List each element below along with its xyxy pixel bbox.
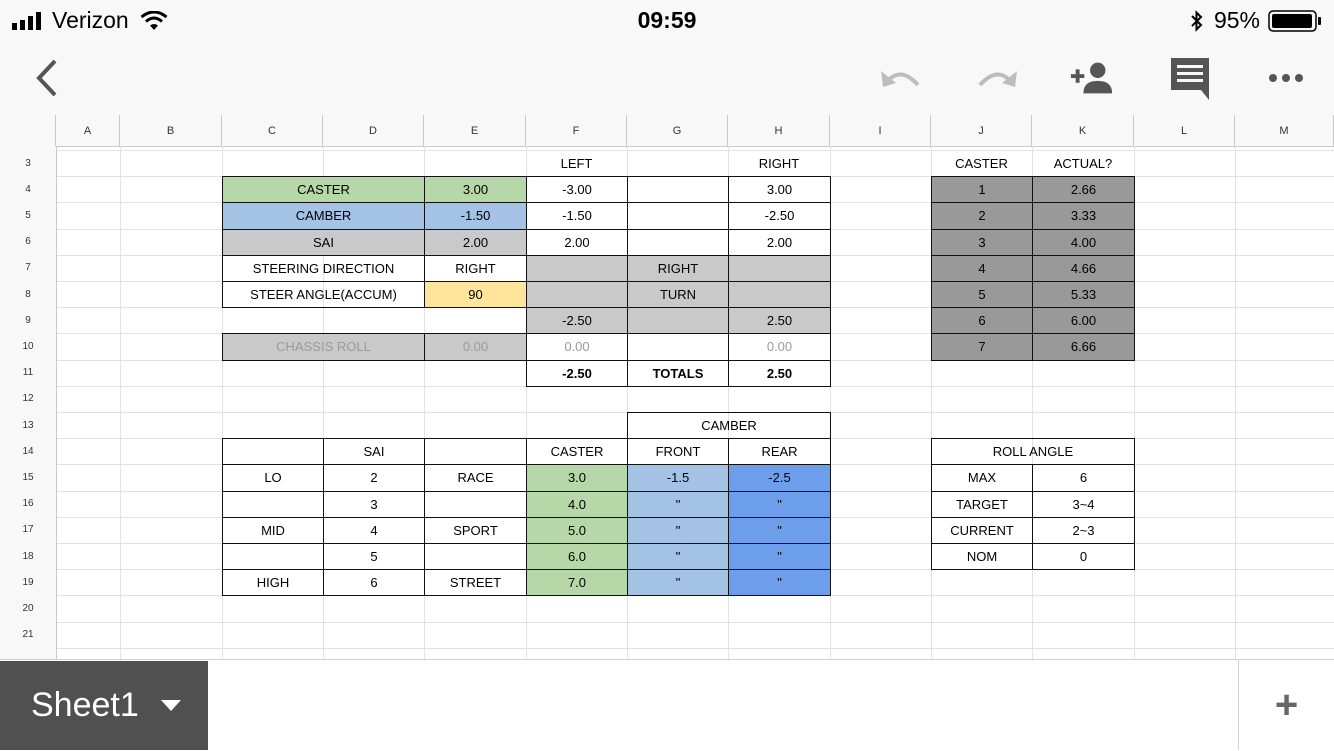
cell-d15[interactable]: 2 — [323, 464, 425, 491]
cell-g9[interactable] — [627, 307, 729, 334]
cell-h9[interactable]: 2.50 — [728, 307, 831, 334]
cell-e16[interactable] — [424, 491, 527, 518]
cell-f3[interactable]: LEFT — [560, 155, 593, 171]
cell-f8[interactable] — [526, 281, 628, 308]
cell-j8[interactable]: 5 — [931, 281, 1033, 308]
cell-h5[interactable]: -2.50 — [728, 202, 831, 229]
row-header-11[interactable]: 11 — [0, 360, 56, 386]
cell-j18[interactable]: NOM — [931, 543, 1033, 570]
status-right — [1190, 7, 1322, 34]
cell-e6[interactable]: 2.00 — [424, 229, 527, 256]
column-header-j[interactable]: J — [931, 115, 1032, 146]
cell-j3[interactable]: CASTER — [955, 155, 1008, 171]
cell-k3[interactable]: ACTUAL? — [1053, 155, 1113, 171]
cell-f9[interactable]: -2.50 — [526, 307, 628, 334]
column-headers — [0, 115, 1334, 147]
column-header-h[interactable]: H — [728, 115, 830, 146]
cell-f19[interactable]: 7.0 — [526, 569, 628, 596]
cell-g16[interactable]: " — [627, 491, 729, 518]
row-header-6[interactable]: 6 — [0, 229, 56, 255]
column-header-d[interactable]: D — [323, 115, 424, 146]
cell-d16[interactable]: 3 — [323, 491, 425, 518]
row-header-12[interactable]: 12 — [0, 386, 56, 412]
cell-c19[interactable]: HIGH — [222, 569, 324, 596]
cell-d18[interactable]: 5 — [323, 543, 425, 570]
cell-k6[interactable]: 4.00 — [1032, 229, 1135, 256]
row-header-3[interactable]: 3 — [0, 150, 56, 176]
select-all-corner[interactable] — [0, 115, 56, 146]
spreadsheet-grid[interactable] — [0, 146, 1334, 659]
cell-k18[interactable]: 0 — [1032, 543, 1135, 570]
row-header-16[interactable]: 16 — [0, 491, 56, 517]
cell-g19[interactable]: " — [627, 569, 729, 596]
bluetooth-icon — [1190, 10, 1204, 32]
cell-e7[interactable]: RIGHT — [424, 255, 527, 282]
cell-c10[interactable]: CHASSIS ROLL — [222, 333, 425, 360]
cell-g13[interactable]: CAMBER — [627, 412, 831, 439]
cell-e17[interactable]: SPORT — [424, 517, 527, 544]
row-header-partial — [0, 648, 56, 659]
cell-e18[interactable] — [424, 543, 527, 570]
cell-h7[interactable] — [728, 255, 831, 282]
cell-c6[interactable]: SAI — [222, 229, 425, 256]
cell-c8[interactable]: STEER ANGLE(ACCUM) — [222, 281, 425, 308]
row-header-14[interactable]: 14 — [0, 438, 56, 464]
cell-j6[interactable]: 3 — [931, 229, 1033, 256]
cell-g5[interactable] — [627, 202, 729, 229]
cell-g18[interactable]: " — [627, 543, 729, 570]
toolbar — [0, 40, 1334, 116]
column-header-m[interactable]: M — [1235, 115, 1334, 146]
cell-g4[interactable] — [627, 176, 729, 203]
cell-j15[interactable]: MAX — [931, 464, 1033, 491]
status-bar — [0, 0, 1334, 40]
back-icon — [33, 58, 63, 98]
column-header-g[interactable]: G — [627, 115, 728, 146]
cell-k10[interactable]: 6.66 — [1032, 333, 1135, 360]
row-header-7[interactable]: 7 — [0, 255, 56, 281]
undo-icon — [878, 63, 924, 93]
cell-d19[interactable]: 6 — [323, 569, 425, 596]
cell-f7[interactable] — [526, 255, 628, 282]
cell-j16[interactable]: TARGET — [931, 491, 1033, 518]
cell-k17[interactable]: 2~3 — [1032, 517, 1135, 544]
cell-e19[interactable]: STREET — [424, 569, 527, 596]
redo-button[interactable] — [974, 55, 1020, 101]
cell-h10[interactable]: 0.00 — [728, 333, 831, 360]
cell-f5[interactable]: -1.50 — [526, 202, 628, 229]
cell-g6[interactable] — [627, 229, 729, 256]
cell-g17[interactable]: " — [627, 517, 729, 544]
cell-f4[interactable]: -3.00 — [526, 176, 628, 203]
cell-e8[interactable]: 90 — [424, 281, 527, 308]
column-header-l[interactable]: L — [1134, 115, 1235, 146]
row-header-17[interactable]: 17 — [0, 517, 56, 543]
cell-g7[interactable]: RIGHT — [627, 255, 729, 282]
row-header-4[interactable]: 4 — [0, 176, 56, 202]
cell-k5[interactable]: 3.33 — [1032, 202, 1135, 229]
add-person-icon — [1069, 60, 1115, 96]
cell-f15[interactable]: 3.0 — [526, 464, 628, 491]
add-sheet-button[interactable] — [1238, 660, 1334, 750]
cell-j14[interactable]: ROLL ANGLE — [931, 438, 1135, 465]
cell-h16[interactable]: " — [728, 491, 831, 518]
cell-c16[interactable] — [222, 491, 324, 518]
cell-c18[interactable] — [222, 543, 324, 570]
back-button[interactable] — [25, 55, 71, 101]
column-header-a[interactable]: A — [56, 115, 120, 146]
cell-g11[interactable]: TOTALS — [627, 360, 729, 387]
row-header-15[interactable]: 15 — [0, 464, 56, 490]
cell-c14[interactable] — [222, 438, 324, 465]
more-icon — [1268, 73, 1304, 83]
cell-c15[interactable]: LO — [222, 464, 324, 491]
cell-h11[interactable]: 2.50 — [728, 360, 831, 387]
cell-j9[interactable]: 6 — [931, 307, 1033, 334]
column-header-b[interactable]: B — [120, 115, 222, 146]
cell-k9[interactable]: 6.00 — [1032, 307, 1135, 334]
cell-j7[interactable]: 4 — [931, 255, 1033, 282]
sheet-bar — [0, 659, 1334, 751]
row-header-20[interactable]: 20 — [0, 595, 56, 621]
column-header-i[interactable]: I — [830, 115, 931, 146]
row-header-5[interactable]: 5 — [0, 202, 56, 228]
cell-h8[interactable] — [728, 281, 831, 308]
cell-e14[interactable] — [424, 438, 527, 465]
cell-g8[interactable]: TURN — [627, 281, 729, 308]
cell-f18[interactable]: 6.0 — [526, 543, 628, 570]
cell-h3[interactable]: RIGHT — [758, 155, 800, 171]
battery-icon — [1268, 9, 1322, 33]
cell-c4[interactable]: CASTER — [222, 176, 425, 203]
more-button[interactable] — [1263, 55, 1309, 101]
cell-k8[interactable]: 5.33 — [1032, 281, 1135, 308]
cell-h6[interactable]: 2.00 — [728, 229, 831, 256]
cell-j10[interactable]: 7 — [931, 333, 1033, 360]
cell-f6[interactable]: 2.00 — [526, 229, 628, 256]
cell-f16[interactable]: 4.0 — [526, 491, 628, 518]
cell-k4[interactable]: 2.66 — [1032, 176, 1135, 203]
cell-j4[interactable]: 1 — [931, 176, 1033, 203]
cell-k16[interactable]: 3~4 — [1032, 491, 1135, 518]
cell-c7[interactable]: STEERING DIRECTION — [222, 255, 425, 282]
comment-icon — [1169, 56, 1211, 100]
cell-h19[interactable]: " — [728, 569, 831, 596]
add-sheet-label: + — [1274, 682, 1299, 727]
cell-k15[interactable]: 6 — [1032, 464, 1135, 491]
column-header-c[interactable]: C — [222, 115, 323, 146]
cell-f17[interactable]: 5.0 — [526, 517, 628, 544]
column-header-f[interactable]: F — [526, 115, 627, 146]
cell-f14[interactable]: CASTER — [526, 438, 628, 465]
cell-d14[interactable]: SAI — [323, 438, 425, 465]
row-header-19[interactable]: 19 — [0, 569, 56, 595]
column-header-k[interactable]: K — [1032, 115, 1134, 146]
cell-d17[interactable]: 4 — [323, 517, 425, 544]
cell-g10[interactable] — [627, 333, 729, 360]
cell-c5[interactable]: CAMBER — [222, 202, 425, 229]
cell-c17[interactable]: MID — [222, 517, 324, 544]
cell-e5[interactable]: -1.50 — [424, 202, 527, 229]
share-button[interactable] — [1069, 55, 1115, 101]
row-header-9[interactable]: 9 — [0, 307, 56, 333]
row-header-10[interactable]: 10 — [0, 333, 56, 359]
column-header-e[interactable]: E — [424, 115, 526, 146]
cell-f10[interactable]: 0.00 — [526, 333, 628, 360]
clock: 09:59 — [637, 7, 697, 33]
cell-e4[interactable]: 3.00 — [424, 176, 527, 203]
cell-h14[interactable]: REAR — [728, 438, 831, 465]
cell-g15[interactable]: -1.5 — [627, 464, 729, 491]
sheet-tab-label: Sheet1 — [31, 686, 139, 724]
comments-button[interactable] — [1167, 55, 1213, 101]
carrier-name: Verizon — [52, 7, 129, 33]
cell-j5[interactable]: 2 — [931, 202, 1033, 229]
row-header-18[interactable]: 18 — [0, 543, 56, 569]
cell-k7[interactable]: 4.66 — [1032, 255, 1135, 282]
redo-icon — [974, 63, 1020, 93]
row-header-13[interactable]: 13 — [0, 412, 56, 438]
cell-h18[interactable]: " — [728, 543, 831, 570]
row-header-8[interactable]: 8 — [0, 281, 56, 307]
row-header-21[interactable]: 21 — [0, 622, 56, 648]
cell-h4[interactable]: 3.00 — [728, 176, 831, 203]
cell-j17[interactable]: CURRENT — [931, 517, 1033, 544]
cell-h17[interactable]: " — [728, 517, 831, 544]
cell-e10[interactable]: 0.00 — [424, 333, 527, 360]
cell-e15[interactable]: RACE — [424, 464, 527, 491]
caret-down-icon[interactable] — [161, 700, 181, 712]
battery-percent: 95% — [1213, 7, 1260, 33]
cell-h15[interactable]: -2.5 — [728, 464, 831, 491]
cell-f11[interactable]: -2.50 — [526, 360, 628, 387]
cell-g14[interactable]: FRONT — [627, 438, 729, 465]
sheet-tab[interactable] — [0, 661, 208, 750]
undo-button[interactable] — [878, 55, 924, 101]
